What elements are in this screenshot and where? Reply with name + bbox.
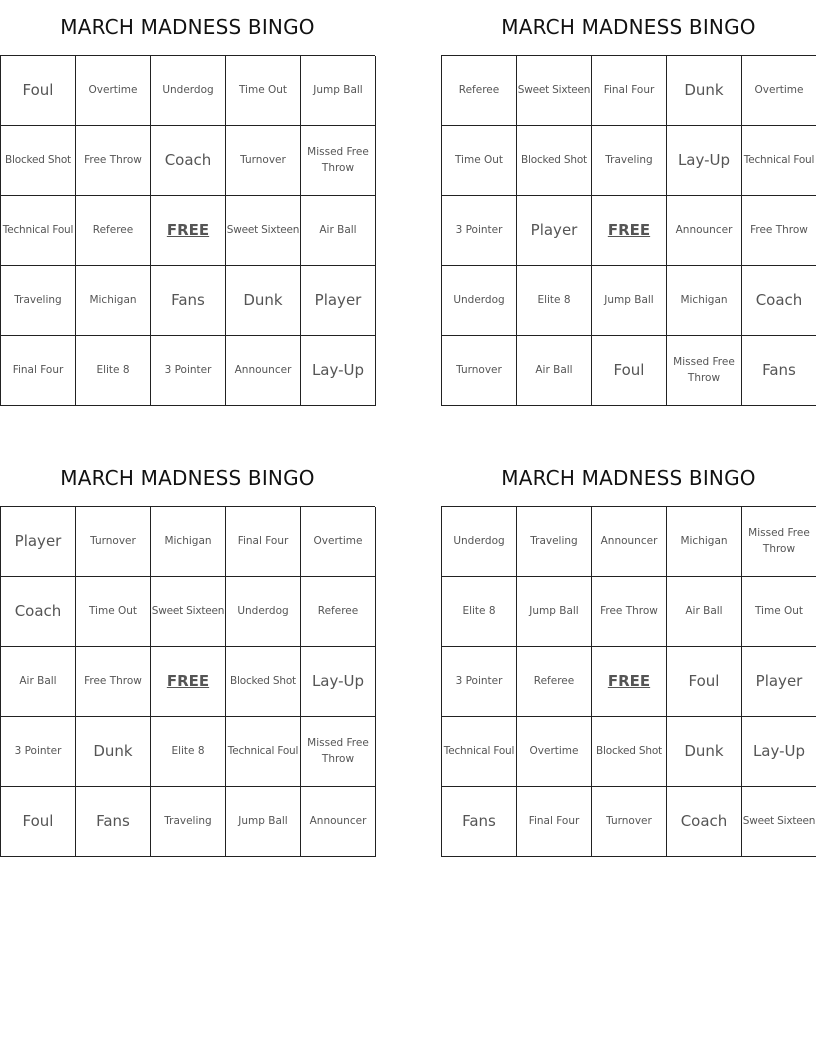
bingo-grid: [0, 55, 375, 406]
bingo-grid: [441, 55, 816, 406]
bingo-cell: Lay-Up: [742, 717, 816, 787]
bingo-cell: Free Throw: [742, 196, 816, 266]
bingo-cell: Time Out: [442, 126, 517, 196]
free-space-cell: FREE: [151, 196, 226, 266]
bingo-cell: Sweet Sixteen: [742, 787, 816, 857]
bingo-cell: Blocked Shot: [592, 717, 667, 787]
bingo-cell: Blocked Shot: [226, 647, 301, 717]
bingo-cell: Missed Free Throw: [742, 507, 816, 577]
bingo-cell: Lay-Up: [667, 126, 742, 196]
card-title: MARCH MADNESS BINGO: [501, 466, 756, 490]
bingo-cell: Announcer: [592, 507, 667, 577]
bingo-cell: Free Throw: [592, 577, 667, 647]
bingo-cell: Coach: [742, 266, 816, 336]
bingo-cell: Underdog: [442, 507, 517, 577]
bingo-cell: Dunk: [226, 266, 301, 336]
bingo-cell: Missed Free Throw: [301, 717, 376, 787]
bingo-cell: Dunk: [76, 717, 151, 787]
bingo-cell: Referee: [76, 196, 151, 266]
bingo-cell: Sweet Sixteen: [151, 577, 226, 647]
bingo-cell: Free Throw: [76, 647, 151, 717]
bingo-cell: Fans: [742, 336, 816, 406]
bingo-cell: Traveling: [1, 266, 76, 336]
bingo-cell: Referee: [442, 56, 517, 126]
bingo-cell: Turnover: [442, 336, 517, 406]
bingo-cell: Michigan: [151, 507, 226, 577]
bingo-cell: Michigan: [667, 266, 742, 336]
bingo-cell: Referee: [301, 577, 376, 647]
bingo-cell: Fans: [151, 266, 226, 336]
bingo-cell: Air Ball: [517, 336, 592, 406]
bingo-cell: Dunk: [667, 717, 742, 787]
bingo-cell: Coach: [1, 577, 76, 647]
bingo-cell: Technical Foul: [742, 126, 816, 196]
bingo-cell: Elite 8: [151, 717, 226, 787]
bingo-card-2: [441, 0, 816, 406]
bingo-cell: Announcer: [226, 336, 301, 406]
bingo-cell: Technical Foul: [1, 196, 76, 266]
card-title: MARCH MADNESS BINGO: [501, 15, 756, 39]
bingo-cell: Time Out: [76, 577, 151, 647]
bingo-cell: Fans: [76, 787, 151, 857]
bingo-grid: [0, 506, 375, 857]
bingo-card-3: [0, 451, 375, 857]
bingo-cell: Jump Ball: [226, 787, 301, 857]
bingo-cell: Lay-Up: [301, 336, 376, 406]
bingo-cell: Coach: [151, 126, 226, 196]
bingo-cell: Overtime: [517, 717, 592, 787]
bingo-cell: Michigan: [667, 507, 742, 577]
free-space-cell: FREE: [151, 647, 226, 717]
card-title: MARCH MADNESS BINGO: [60, 466, 315, 490]
bingo-cell: Elite 8: [442, 577, 517, 647]
bingo-cell: Free Throw: [76, 126, 151, 196]
bingo-cell: Elite 8: [517, 266, 592, 336]
bingo-cell: Final Four: [517, 787, 592, 857]
free-space-cell: FREE: [592, 647, 667, 717]
bingo-cell: Sweet Sixteen: [517, 56, 592, 126]
bingo-cell: Time Out: [742, 577, 816, 647]
bingo-cell: Air Ball: [667, 577, 742, 647]
bingo-cell: Foul: [592, 336, 667, 406]
bingo-cell: Missed Free Throw: [667, 336, 742, 406]
bingo-cell: Player: [742, 647, 816, 717]
bingo-cell: Player: [517, 196, 592, 266]
bingo-cell: Lay-Up: [301, 647, 376, 717]
bingo-cell: Final Four: [226, 507, 301, 577]
free-space-cell: FREE: [592, 196, 667, 266]
bingo-cell: Fans: [442, 787, 517, 857]
bingo-cell: Air Ball: [1, 647, 76, 717]
bingo-cell: Turnover: [226, 126, 301, 196]
bingo-cell: Announcer: [301, 787, 376, 857]
bingo-cell: Traveling: [151, 787, 226, 857]
bingo-cell: 3 Pointer: [151, 336, 226, 406]
card-title: MARCH MADNESS BINGO: [60, 15, 315, 39]
bingo-cell: Announcer: [667, 196, 742, 266]
bingo-cell: Dunk: [667, 56, 742, 126]
bingo-cell: 3 Pointer: [1, 717, 76, 787]
bingo-cell: 3 Pointer: [442, 647, 517, 717]
bingo-cell: Technical Foul: [226, 717, 301, 787]
bingo-cell: Underdog: [226, 577, 301, 647]
bingo-cell: Jump Ball: [592, 266, 667, 336]
bingo-cell: Foul: [1, 56, 76, 126]
bingo-cell: Traveling: [517, 507, 592, 577]
bingo-card-4: [441, 451, 816, 857]
bingo-cell: Overtime: [742, 56, 816, 126]
bingo-cell: Final Four: [1, 336, 76, 406]
bingo-cell: 3 Pointer: [442, 196, 517, 266]
bingo-cell: Time Out: [226, 56, 301, 126]
bingo-cell: Overtime: [76, 56, 151, 126]
bingo-cell: Final Four: [592, 56, 667, 126]
bingo-cell: Blocked Shot: [517, 126, 592, 196]
bingo-cell: Underdog: [151, 56, 226, 126]
bingo-cell: Michigan: [76, 266, 151, 336]
bingo-cell: Elite 8: [76, 336, 151, 406]
bingo-cell: Player: [1, 507, 76, 577]
bingo-cell: Coach: [667, 787, 742, 857]
bingo-grid: [441, 506, 816, 857]
bingo-cell: Jump Ball: [301, 56, 376, 126]
bingo-cell: Blocked Shot: [1, 126, 76, 196]
bingo-cell: Turnover: [76, 507, 151, 577]
bingo-cell: Technical Foul: [442, 717, 517, 787]
bingo-cell: Sweet Sixteen: [226, 196, 301, 266]
bingo-cell: Foul: [667, 647, 742, 717]
bingo-cell: Player: [301, 266, 376, 336]
bingo-cell: Referee: [517, 647, 592, 717]
bingo-cell: Overtime: [301, 507, 376, 577]
bingo-cell: Underdog: [442, 266, 517, 336]
bingo-cell: Jump Ball: [517, 577, 592, 647]
bingo-cell: Turnover: [592, 787, 667, 857]
bingo-cell: Air Ball: [301, 196, 376, 266]
bingo-card-1: [0, 0, 375, 406]
bingo-cell: Traveling: [592, 126, 667, 196]
bingo-cell: Missed Free Throw: [301, 126, 376, 196]
bingo-cell: Foul: [1, 787, 76, 857]
